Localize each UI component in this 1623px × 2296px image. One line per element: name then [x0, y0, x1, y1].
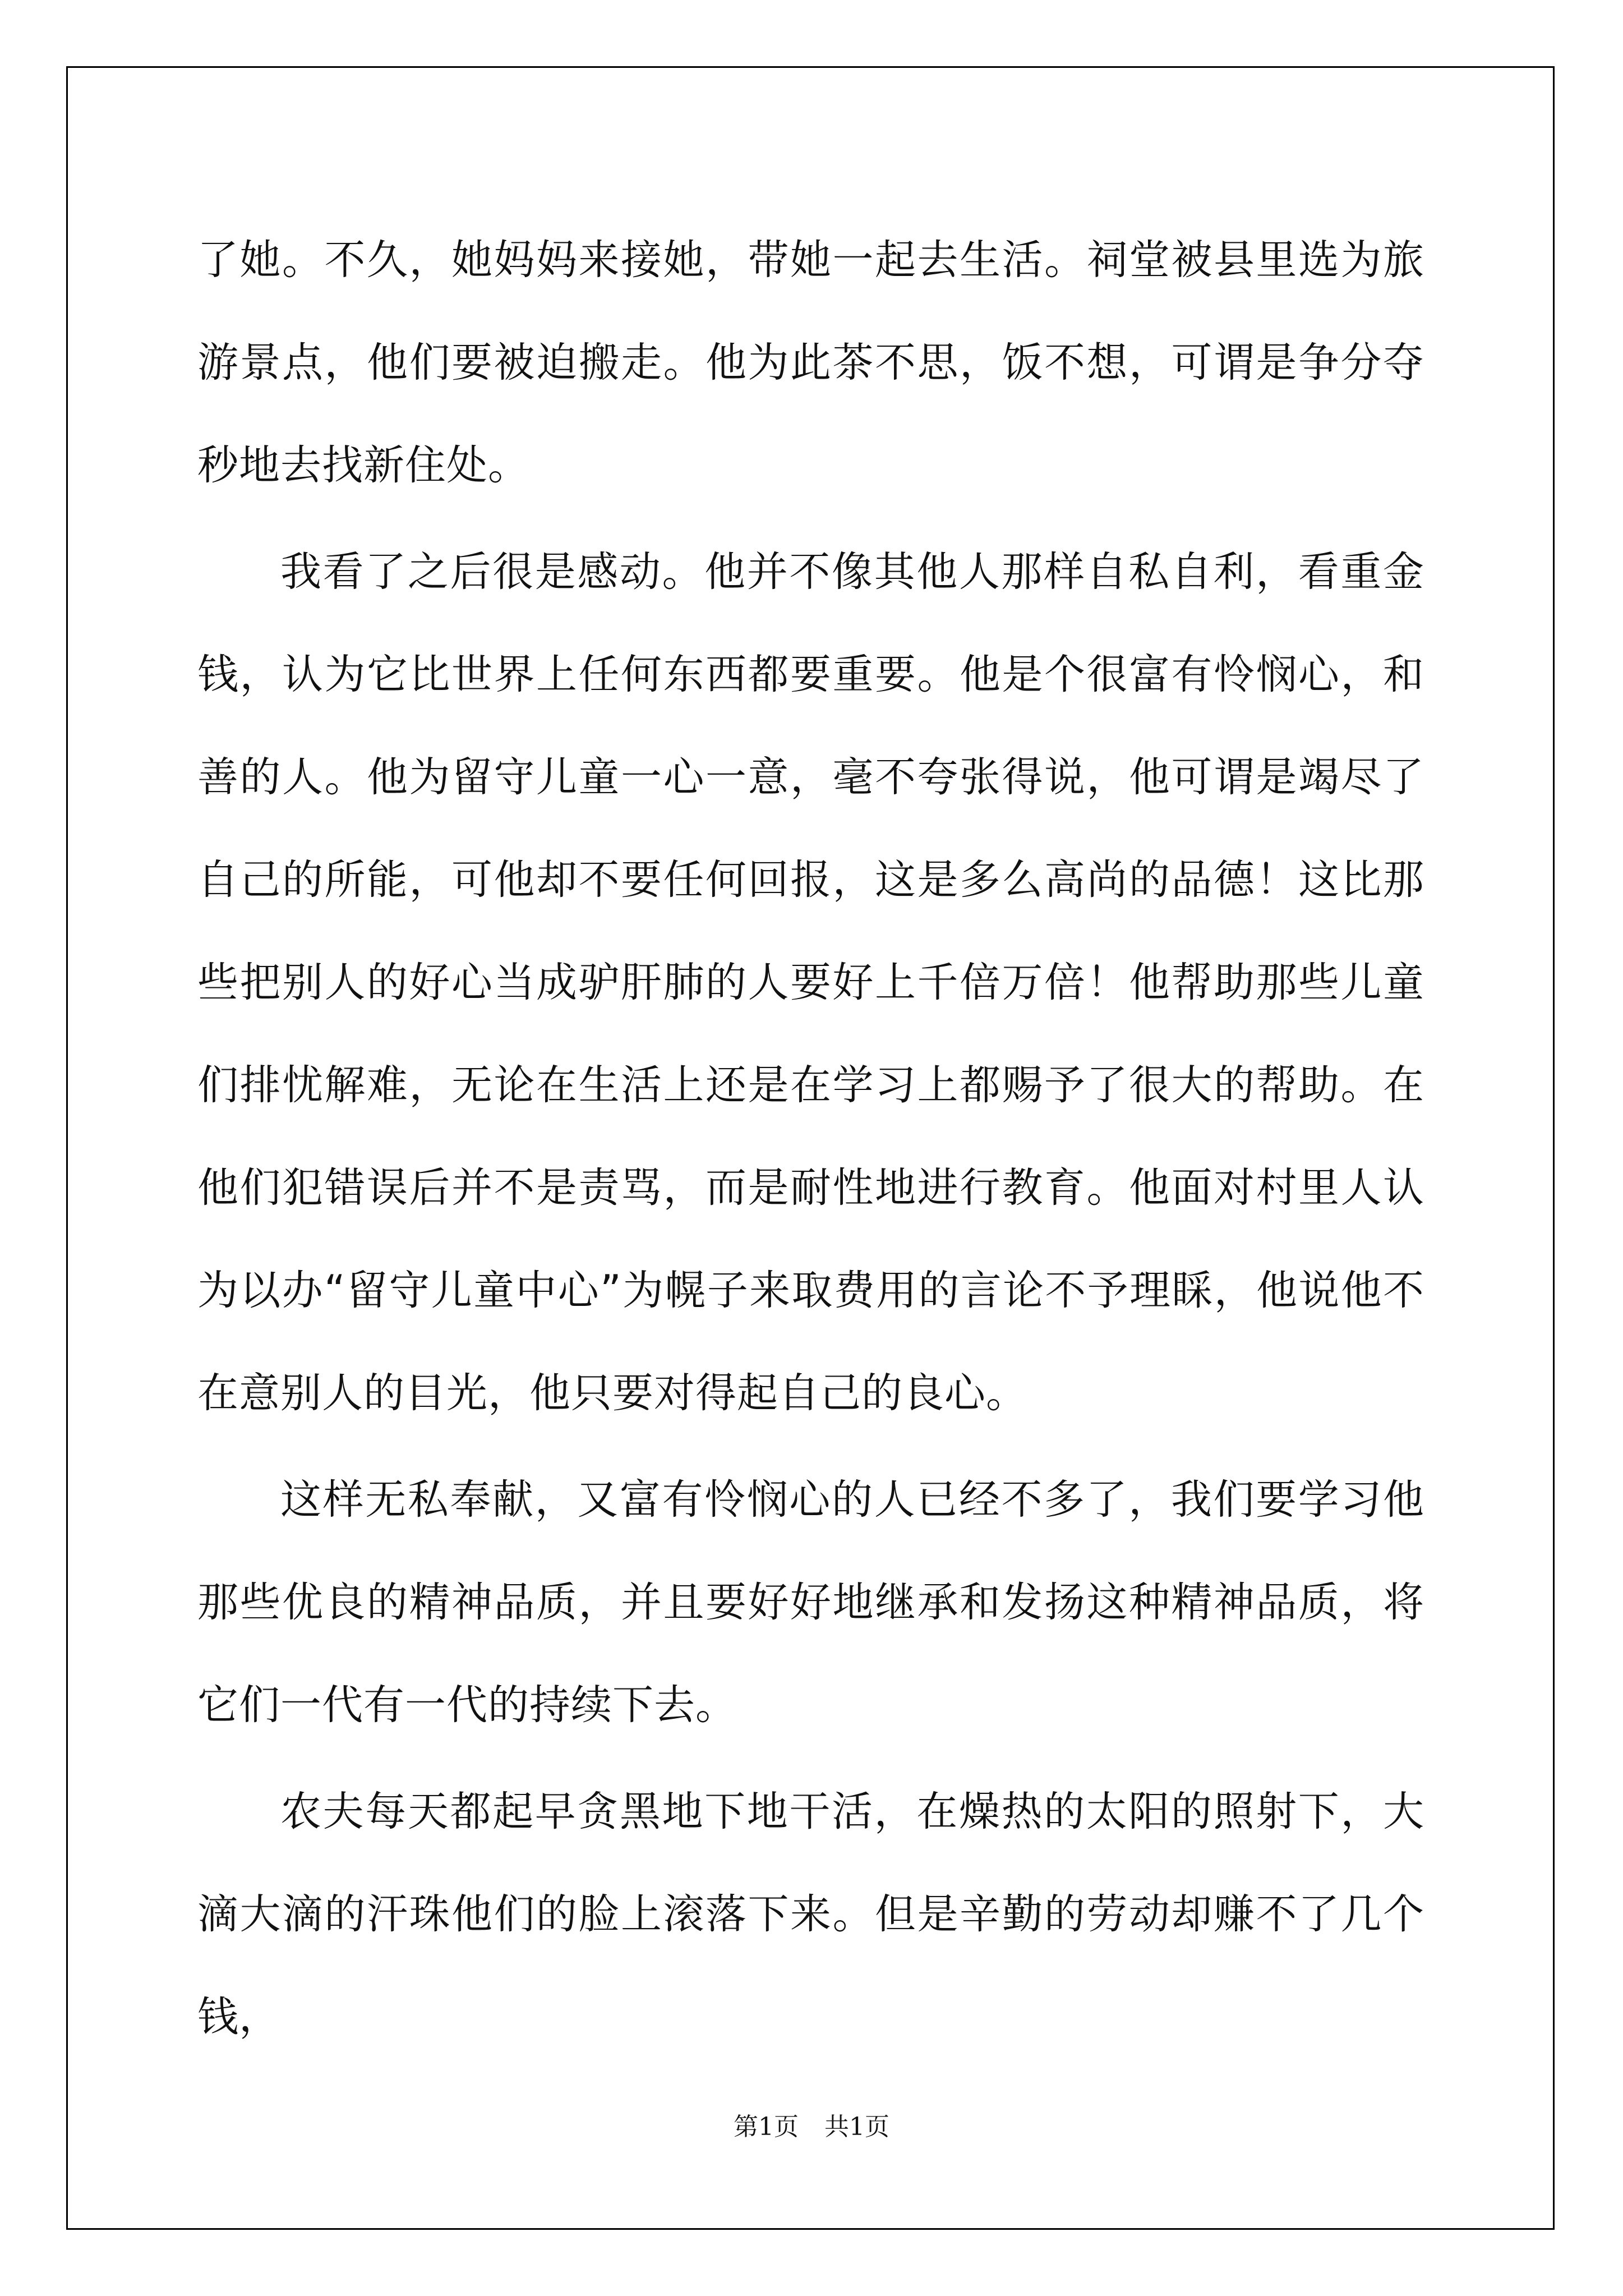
document-body: [197, 209, 1424, 2072]
page-total: 共1页: [824, 2113, 889, 2141]
paragraph-3: 这样无私奉献，又富有怜悯心的人已经不多了，我们要学习他那些优良的精神品质，并且要好好地继承和发扬这种精神品质，将它们一代有一代的持续下去。: [197, 1476, 1424, 1729]
page-footer: [0, 2110, 1623, 2144]
paragraph-1: 了她。不久，她妈妈来接她，带她一起去生活。祠堂被县里选为旅游景点，他们要被迫搬走。他为此茶不思，饭不想，可谓是争分夺秒地去找新住处。: [197, 236, 1424, 489]
paragraph-2: 我看了之后很是感动。他并不像其他人那样自私自利，看重金钱，认为它比世界上任何东西都要重要。他是个很富有怜悯心，和善的人。他为留守儿童一心一意，毫不夸张得说，他可谓是竭尽了自己的所能，可他却不要任何回报，这是多么高尚的品德！这比那些把别人的好心当成驴肝肺的人要好上千倍万倍！他帮助那些儿童们排忧解难，无论在生活上还是在学习上都赐予了很大的帮助。在他们犯错误后并不是责骂，而是耐性地进行教育。他面对村里人认为以办“留守儿童中心”为幌子来取费用的言论不予理睬，他说他不在意别人的目光，他只要对得起自己的良心。: [197, 548, 1424, 1417]
page-number: 第1页: [734, 2113, 799, 2141]
paragraph-4: 农夫每天都起早贪黑地下地干活，在燥热的太阳的照射下，大滴大滴的汗珠他们的脸上滚落下来。但是辛勤的劳动却赚不了几个钱，: [197, 1788, 1424, 2041]
